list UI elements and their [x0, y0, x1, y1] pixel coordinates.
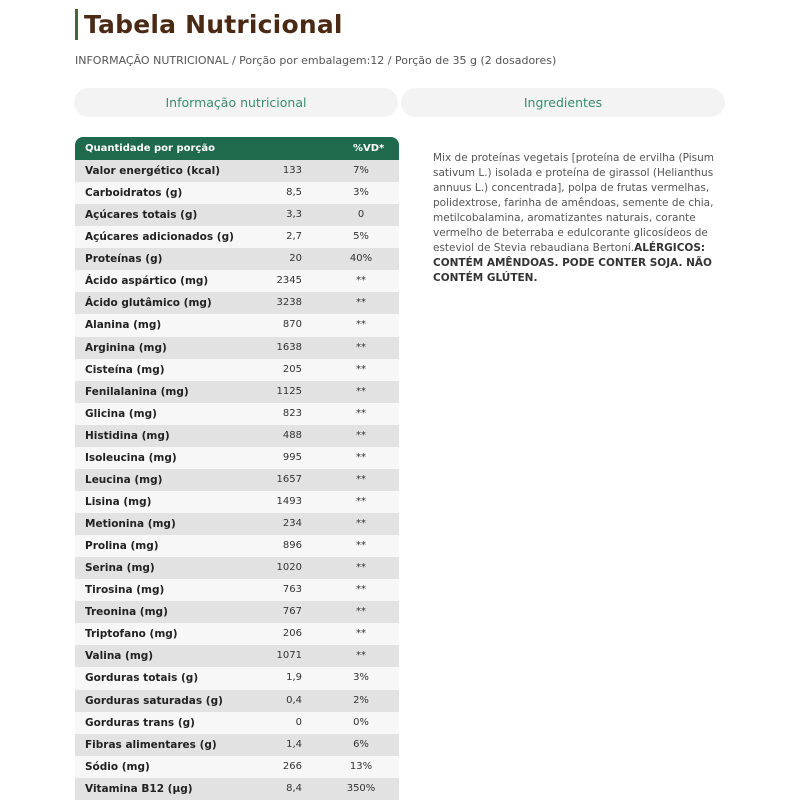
nutrient-vd: 3% — [353, 187, 369, 199]
nutrient-value: 1493 — [276, 495, 302, 507]
nutrient-name: Açúcares totais (g) — [85, 209, 198, 222]
nutrient-name: Valina (mg) — [85, 650, 154, 663]
ingredients-panel — [433, 151, 723, 286]
nutrient-vd: ** — [356, 407, 366, 419]
page-subtitle: INFORMAÇÃO NUTRICIONAL / Porção por embalagem:12 / Porção de 35 g (2 dosadores) — [75, 54, 557, 67]
nutrient-vd: ** — [356, 562, 366, 574]
nutrient-value: 2345 — [276, 275, 302, 287]
nutrient-name: Prolina (mg) — [85, 540, 159, 553]
nutrient-name: Lisina (mg) — [85, 495, 152, 508]
ingredients-text: Mix de proteínas vegetais [proteína de ervilha (Pisum sativum L.) isolada e proteína de girassol (Helianthus annuus L.) concentrada], polpa de frutas vermelhas, polidextrose, farinha de amêndoas, semente de chia, metilcobalamina, aromatizantes naturais, corante vermelho de beterraba e edulcorante glicosídeos de esteviol de Stevia rebaudiana Bertoni. — [433, 152, 715, 254]
nutrient-name: Proteínas (g) — [85, 253, 163, 266]
nutrient-value: 763 — [282, 584, 302, 596]
nutrient-name: Fibras alimentares (g) — [85, 738, 217, 751]
nutrient-name: Serina (mg) — [85, 562, 155, 575]
nutrient-name: Alanina (mg) — [85, 319, 162, 332]
table-row — [75, 756, 399, 778]
nutrient-value: 20 — [289, 253, 302, 265]
title-accent-bar — [75, 9, 78, 40]
nutrient-vd: ** — [356, 540, 366, 552]
nutrient-vd: 0 — [357, 209, 365, 221]
table-row — [75, 557, 399, 579]
table-row — [75, 359, 399, 381]
nutrient-value: 234 — [282, 518, 302, 529]
nutrient-name: Fenilalanina (mg) — [85, 385, 189, 398]
nutrient-vd: ** — [356, 319, 366, 331]
nutrient-name: Ácido aspártico (mg) — [85, 275, 209, 288]
nutrient-name: Arginina (mg) — [85, 341, 167, 354]
table-row — [75, 579, 399, 601]
nutrient-vd: 6% — [353, 738, 369, 750]
nutrient-vd: ** — [356, 606, 366, 618]
nutrient-vd: ** — [356, 495, 366, 507]
nutrient-name: Ácido glutâmico (mg) — [85, 297, 212, 310]
nutrient-value: 488 — [282, 429, 302, 441]
table-row — [75, 645, 399, 667]
table-row — [75, 491, 399, 513]
table-row — [75, 712, 399, 734]
page-title: Tabela Nutricional — [84, 10, 343, 39]
nutrient-vd: 0% — [353, 716, 369, 728]
nutrient-value: 1125 — [276, 385, 302, 397]
table-row — [75, 403, 399, 425]
nutrient-vd: ** — [356, 473, 366, 485]
nutrient-vd: 2% — [353, 694, 369, 706]
nutrient-name: Triptofano (mg) — [85, 628, 178, 641]
nutrient-vd: 3% — [353, 672, 369, 684]
tab-ingredients[interactable]: Ingredientes — [401, 88, 725, 117]
nutrient-value: 823 — [282, 407, 302, 419]
nutrient-vd: 350% — [346, 782, 376, 794]
table-row — [75, 248, 399, 270]
nutrient-vd: ** — [356, 297, 366, 309]
table-row — [75, 182, 399, 204]
nutrient-vd: ** — [356, 341, 366, 353]
nutrient-vd: 5% — [353, 231, 369, 243]
nutrient-vd: ** — [356, 429, 366, 441]
table-row — [75, 204, 399, 226]
nutrient-name: Tirosina (mg) — [85, 584, 165, 597]
nutrient-vd: ** — [356, 275, 366, 287]
nutrient-vd: 13% — [349, 760, 373, 772]
nutrient-value: 0,4 — [286, 694, 302, 706]
nutrition-table — [75, 137, 399, 800]
nutrient-name: Treonina (mg) — [85, 606, 168, 619]
nutrient-vd: 40% — [349, 253, 373, 265]
nutrient-name: Leucina (mg) — [85, 473, 163, 486]
table-row — [75, 623, 399, 645]
nutrient-value: 870 — [282, 319, 302, 331]
nutrient-vd: 7% — [353, 165, 369, 176]
nutrient-name: Gorduras trans (g) — [85, 716, 195, 729]
nutrient-vd: ** — [356, 628, 366, 640]
nutrient-value: 205 — [282, 363, 302, 375]
nutrient-value: 995 — [282, 451, 302, 463]
nutrient-value: 2,7 — [286, 231, 302, 243]
nutrient-name: Valor energético (kcal) — [85, 165, 221, 177]
nutrient-name: Açúcares adicionados (g) — [85, 231, 234, 244]
nutrient-name: Isoleucina (mg) — [85, 451, 177, 464]
nutrient-value: 1020 — [276, 562, 302, 574]
table-row — [75, 425, 399, 447]
table-row — [75, 381, 399, 403]
nutrient-name: Cisteína (mg) — [85, 363, 165, 376]
nutrient-vd: ** — [356, 385, 366, 397]
table-row — [75, 160, 399, 182]
nutrient-name: Sódio (mg) — [85, 760, 150, 773]
nutrient-value: 767 — [282, 606, 302, 618]
nutrient-vd: ** — [356, 650, 366, 662]
nutrient-value: 1657 — [276, 473, 302, 485]
nutrient-value: 1071 — [276, 650, 302, 662]
nutrient-value: 206 — [282, 628, 302, 640]
table-row — [75, 469, 399, 491]
nutrient-name: Gorduras saturadas (g) — [85, 694, 223, 707]
header-quantity-label: Quantidade por porção — [85, 143, 215, 154]
tab-nutrition-info[interactable]: Informação nutricional — [74, 88, 398, 117]
table-row — [75, 601, 399, 623]
table-row — [75, 292, 399, 314]
table-row — [75, 337, 399, 359]
nutrient-vd: ** — [356, 363, 366, 375]
nutrient-value: 896 — [282, 540, 302, 552]
nutrient-name: Gorduras totais (g) — [85, 672, 199, 685]
nutrient-vd: ** — [356, 584, 366, 596]
table-row — [75, 270, 399, 292]
nutrient-name: Carboidratos (g) — [85, 187, 183, 200]
nutrient-name: Vitamina B12 (µg) — [85, 782, 193, 795]
table-row — [75, 667, 399, 689]
table-row — [75, 690, 399, 712]
nutrient-name: Metionina (mg) — [85, 518, 176, 530]
allergens-text: ALÉRGICOS: CONTÉM AMÊNDOAS. PODE CONTER SOJA. NÃO CONTÉM GLÚTEN. — [433, 242, 712, 284]
nutrient-value: 8,4 — [286, 782, 302, 794]
table-row — [75, 314, 399, 336]
nutrient-value: 3,3 — [286, 209, 302, 221]
table-row — [75, 226, 399, 248]
nutrient-vd: ** — [356, 518, 366, 529]
nutrient-value: 8,5 — [286, 187, 302, 199]
table-row — [75, 778, 399, 800]
nutrient-value: 266 — [282, 760, 302, 772]
nutrient-vd: ** — [356, 451, 366, 463]
header-vd-label: %VD* — [353, 143, 385, 154]
nutrient-name: Histidina (mg) — [85, 429, 170, 442]
nutrient-value: 1638 — [276, 341, 302, 353]
table-body — [75, 160, 399, 800]
nutrient-name: Glicina (mg) — [85, 407, 157, 420]
nutrient-value: 1,9 — [286, 672, 302, 684]
table-row — [75, 535, 399, 557]
table-row — [75, 513, 399, 535]
nutrient-value: 133 — [282, 165, 302, 176]
nutrient-value: 0 — [295, 716, 302, 728]
table-header — [75, 137, 399, 160]
table-row — [75, 447, 399, 469]
nutrient-value: 1,4 — [286, 738, 302, 750]
table-row — [75, 734, 399, 756]
nutrient-value: 3238 — [276, 297, 302, 309]
